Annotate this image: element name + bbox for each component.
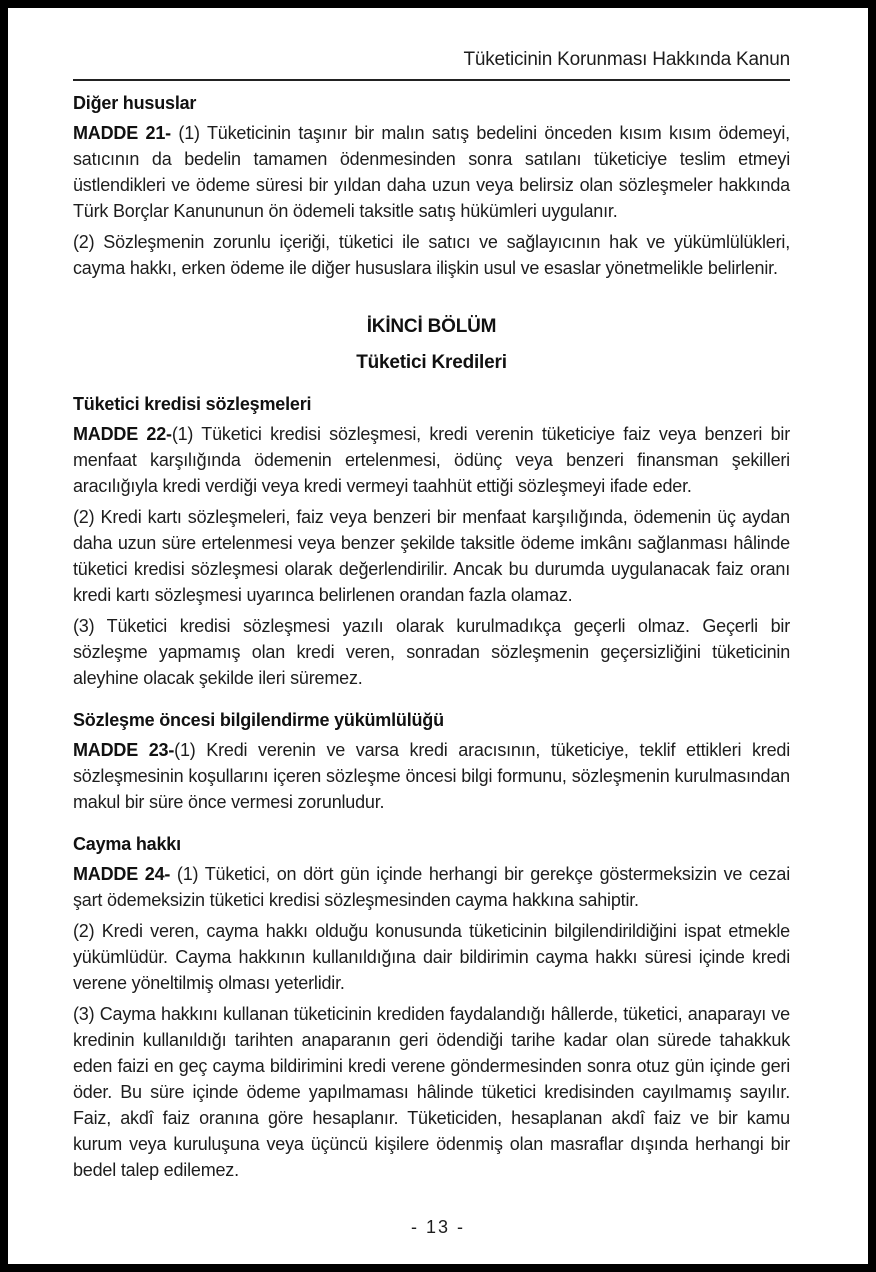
- paragraph-text: (3) Tüketici kredisi sözleşmesi yazılı olarak kurulmadıkça geçerli olmaz. Geçerli bir sözleşme yapmamış olan kredi veren, sonradan sözleşmenin geçersizliğini tüketicinin aleyhine olacak şekilde ileri süremez.: [73, 616, 790, 688]
- section-heading-tuketici-kredisi-sozlesmeleri: Tüketici kredisi sözleşmeleri: [73, 394, 312, 414]
- paragraph-text: (1) Tüketicinin taşınır bir malın satış bedelini önceden kısım kısım ödemeyi, satıcının da bedelin tamamen ödenmesinden sonra satılanı tüketiciye teslim etmeyi üstlendikleri ve ödeme süresi bir yıldan daha uzun veya belirsiz olan sözleşmeler hakkında Türk Borçlar Kanununun ön ödemeli taksitle satış hükümleri uygulanır.: [73, 123, 790, 221]
- paragraph-madde-21-1: [73, 120, 790, 224]
- page-content: [73, 91, 790, 1183]
- page-number: - 13 -: [410, 1217, 465, 1237]
- header-rule: [73, 79, 790, 81]
- paragraph-madde-24-3: [73, 1001, 790, 1183]
- page-header: [73, 48, 790, 81]
- paragraph-text: (1) Tüketici, on dört gün içinde herhangi bir gerekçe göstermeksizin ve cezai şart ödemeksizin tüketici kredisi sözleşmesinden cayma hakkına sahiptir.: [73, 864, 790, 910]
- madde-21-label: MADDE 21-: [73, 123, 171, 143]
- madde-24-label: MADDE 24-: [73, 864, 171, 884]
- paragraph-madde-21-2: [73, 229, 790, 281]
- paragraph-text: (3) Cayma hakkını kullanan tüketicinin krediden faydalandığı hâllerde, tüketici, anaparayı ve kredinin kullanıldığı tarihten anaparanın geri ödendiği tarihe kadar olan sürede tahakkuk eden faizi en geç cayma bildirimini kredi verene göndermesinden sonra otuz gün içinde geri öder. Bu süre içinde ödeme yapılmaması hâlinde tüketici kredisinden cayılmamış sayılır. Faiz, akdî faiz oranına göre hesaplanır. Tüketiciden, hesaplanan akdî faiz ve bir kamu kurum veya kuruluşuna veya üçüncü kişilere ödenmiş olan masraflar dışında herhangi bir bedel talep edilemez.: [73, 1004, 790, 1180]
- paragraph-text: (2) Kredi veren, cayma hakkı olduğu konusunda tüketicinin bilgilendirildiğini ispat etmekle yükümlüdür. Cayma hakkının kullanıldığına dair bildirimin cayma hakkı süresi içinde kredi verene yöneltilmiş olması yeterlidir.: [73, 921, 790, 993]
- paragraph-text: (2) Kredi kartı sözleşmeleri, faiz veya benzeri bir menfaat karşılığında, ödemenin üç aydan daha uzun süre ertelenmesi veya benzer şekilde taksitle ödeme imkânı sağlanması hâlinde tüketici kredisi sözleşmesi olarak değerlendirilir. Ancak bu durumda uygulanacak faiz oranı kredi kartı sözleşmesi uyarınca belirlenen orandan fazla olamaz.: [73, 507, 790, 605]
- paragraph-madde-24-1: [73, 861, 790, 913]
- madde-23-label: MADDE 23-: [73, 740, 175, 760]
- chapter-subtitle: Tüketici Kredileri: [356, 352, 507, 373]
- madde-22-label: MADDE 22-: [73, 424, 172, 444]
- paragraph-madde-23-1: [73, 737, 790, 815]
- paragraph-text: (1) Tüketici kredisi sözleşmesi, kredi verenin tüketiciye faiz veya benzeri bir menfaat karşılığında ödemenin ertelenmesi, ödünç veya benzeri finansman şekilleri aracılığıyla kredi verdiği veya kredi vermeyi taahhüt ettiği sözleşmeyi ifade eder.: [73, 424, 790, 496]
- section-heading-diger-hususlar: Diğer hususlar: [73, 93, 197, 113]
- running-header-title: Tüketicinin Korunması Hakkında Kanun: [463, 49, 790, 70]
- paragraph-madde-22-1: [73, 421, 790, 499]
- section-heading-cayma-hakki: Cayma hakkı: [73, 834, 181, 854]
- chapter-title: İKİNCİ BÖLÜM: [366, 316, 497, 337]
- section-heading-sozlesme-oncesi-bilgilendirme: Sözleşme öncesi bilgilendirme yükümlülüğü: [73, 710, 444, 730]
- paragraph-madde-22-2: [73, 504, 790, 608]
- paragraph-madde-22-3: [73, 613, 790, 691]
- paragraph-text: (1) Kredi verenin ve varsa kredi aracısının, tüketiciye, teklif ettikleri kredi sözleşmesinin koşullarını içeren sözleşme öncesi bilgi formunu, sözleşmenin kurulmasından makul bir süre önce vermesi zorunludur.: [73, 740, 790, 812]
- page-inner: [8, 8, 868, 1183]
- chapter-heading-block: [73, 315, 790, 375]
- paragraph-madde-24-2: [73, 918, 790, 996]
- paragraph-text: (2) Sözleşmenin zorunlu içeriği, tüketici ile satıcı ve sağlayıcının hak ve yükümlülükleri, cayma hakkı, erken ödeme ile diğer hususlara ilişkin usul ve esaslar yönetmelikle belirlenir.: [73, 232, 790, 278]
